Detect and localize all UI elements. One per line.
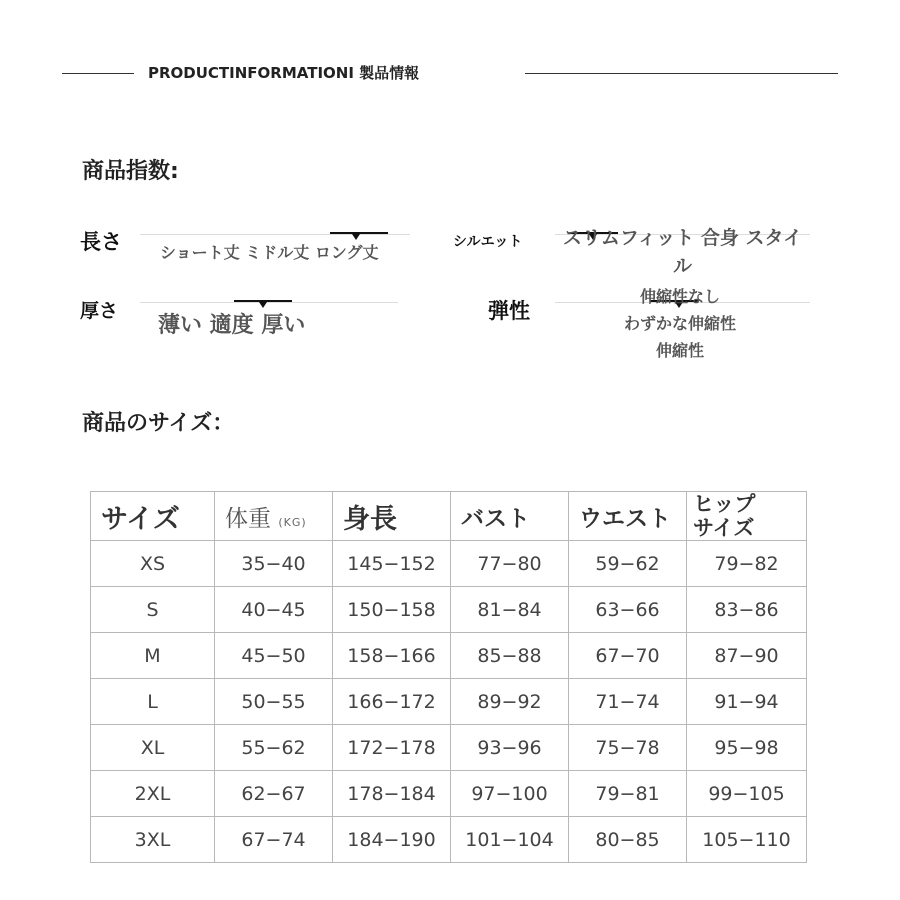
elasticity-option-stretch: 伸縮性: [655, 341, 704, 360]
header-weight-unit: (KG): [278, 515, 307, 529]
length-track: [140, 234, 410, 235]
value-cell: 95−98: [687, 725, 807, 771]
table-row: [91, 541, 807, 587]
elasticity-option-slight: わずかな伸縮性: [623, 314, 736, 333]
value-cell: 93−96: [451, 725, 569, 771]
size-cell: 3XL: [91, 817, 215, 863]
length-label: 長さ: [80, 230, 122, 254]
value-cell: 67−74: [215, 817, 333, 863]
thickness-label: 厚さ: [80, 300, 119, 322]
value-cell: 35−40: [215, 541, 333, 587]
value-cell: 158−166: [333, 633, 451, 679]
elasticity-option-none: 伸縮性なし: [639, 287, 720, 306]
header-hip-text: ヒップサイズ: [693, 492, 756, 540]
header-rule-right: [525, 73, 838, 74]
header-weight: [215, 492, 333, 541]
header-hip: [687, 492, 807, 541]
index-section-title: 商品指数:: [82, 159, 179, 184]
value-cell: 63−66: [569, 587, 687, 633]
table-row: [91, 587, 807, 633]
value-cell: 166−172: [333, 679, 451, 725]
value-cell: 172−178: [333, 725, 451, 771]
value-cell: 83−86: [687, 587, 807, 633]
value-cell: 75−78: [569, 725, 687, 771]
thickness-track: [140, 302, 398, 303]
value-cell: 80−85: [569, 817, 687, 863]
length-options: ショート丈 ミドル丈 ロング丈: [160, 243, 379, 262]
value-cell: 184−190: [333, 817, 451, 863]
value-cell: 145−152: [333, 541, 451, 587]
header-rule-left: [62, 73, 134, 74]
silhouette-label: シルエット: [453, 234, 523, 250]
value-cell: 71−74: [569, 679, 687, 725]
value-cell: 77−80: [451, 541, 569, 587]
value-cell: 67−70: [569, 633, 687, 679]
header-bust: バスト: [451, 492, 569, 541]
value-cell: 87−90: [687, 633, 807, 679]
table-row: [91, 771, 807, 817]
value-cell: 59−62: [569, 541, 687, 587]
value-cell: 45−50: [215, 633, 333, 679]
value-cell: 62−67: [215, 771, 333, 817]
value-cell: 101−104: [451, 817, 569, 863]
value-cell: 97−100: [451, 771, 569, 817]
silhouette-options: [555, 224, 810, 280]
table-row: [91, 679, 807, 725]
silhouette-options-text: スリムフィット 合身 スタイル: [562, 227, 803, 277]
header-weight-text: 体重: [225, 505, 271, 532]
thickness-options: 薄い 適度 厚い: [158, 313, 306, 338]
size-cell: S: [91, 587, 215, 633]
header-height: 身長: [333, 492, 451, 541]
header-waist: ウエスト: [569, 492, 687, 541]
value-cell: 55−62: [215, 725, 333, 771]
size-cell: L: [91, 679, 215, 725]
size-cell: M: [91, 633, 215, 679]
value-cell: 85−88: [451, 633, 569, 679]
table-row: [91, 725, 807, 771]
value-cell: 89−92: [451, 679, 569, 725]
value-cell: 105−110: [687, 817, 807, 863]
table-row: [91, 633, 807, 679]
size-table: [90, 491, 807, 863]
value-cell: 99−105: [687, 771, 807, 817]
value-cell: 150−158: [333, 587, 451, 633]
header-title: PRODUCTINFORMATIONI 製品情報: [148, 64, 420, 82]
value-cell: 50−55: [215, 679, 333, 725]
size-cell: 2XL: [91, 771, 215, 817]
size-cell: XS: [91, 541, 215, 587]
size-cell: XL: [91, 725, 215, 771]
value-cell: 178−184: [333, 771, 451, 817]
size-section-title: 商品のサイズ：: [82, 411, 235, 436]
value-cell: 91−94: [687, 679, 807, 725]
elasticity-label: 弾性: [488, 299, 530, 323]
value-cell: 79−81: [569, 771, 687, 817]
header-size: サイズ: [91, 492, 215, 541]
table-row: [91, 817, 807, 863]
size-table-header-row: [91, 492, 807, 541]
value-cell: 79−82: [687, 541, 807, 587]
value-cell: 40−45: [215, 587, 333, 633]
value-cell: 81−84: [451, 587, 569, 633]
